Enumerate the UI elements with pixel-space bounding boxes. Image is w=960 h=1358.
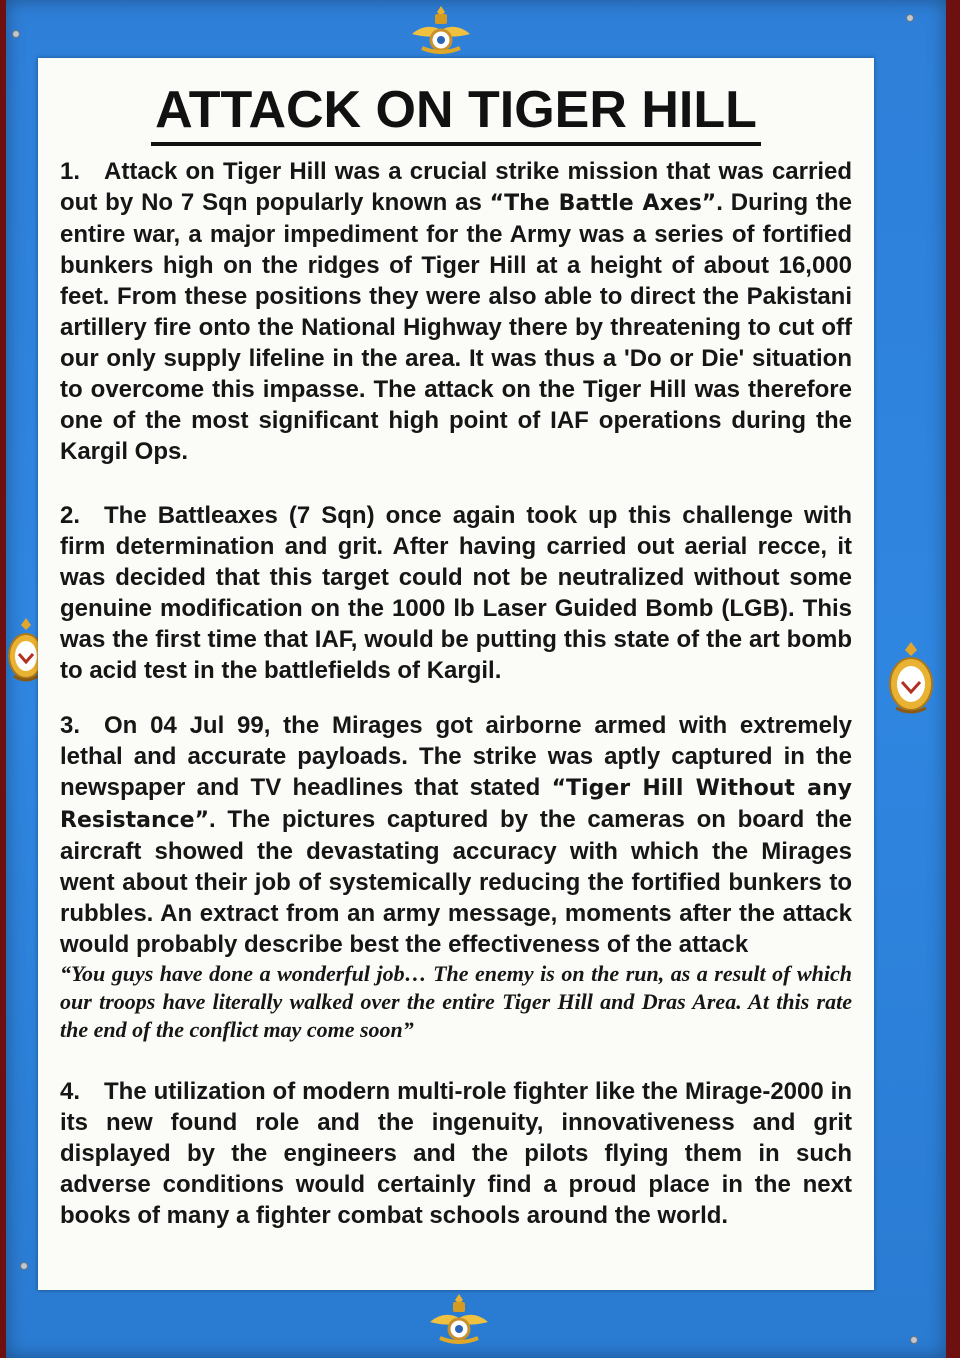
paragraph-3 bbox=[60, 710, 852, 1044]
paragraph-text: On 04 Jul 99, the Mirages got airborne armed with extremely lethal and accurate payloads. The strike was aptly captured in the newspaper and TV headlines that stated bbox=[60, 712, 852, 801]
iaf-crest-icon bbox=[408, 4, 474, 58]
screw-icon bbox=[906, 14, 914, 22]
notice-panel bbox=[38, 58, 874, 1290]
headline-quote: “Tiger Hill Without any Resistance” bbox=[60, 776, 852, 833]
squadron-name: “The Battle Axes” bbox=[489, 191, 717, 216]
paragraph-text: . The pictures captured by the cameras on board the aircraft showed the devastating accuracy with which the Mirages went about their job of systemically reducing the fortified bunkers to rubbles. An extract from an army message, moments after the attack would probably describe best the effectiveness of the attack bbox=[60, 806, 852, 958]
paragraph-number: 2. bbox=[60, 502, 81, 529]
squadron-badge-icon bbox=[886, 640, 936, 718]
paragraph-4 bbox=[60, 1076, 852, 1231]
army-message-quote: “You guys have done a wonderful job… The enemy is on the run, as a result of which our troops have literally walked over the entire Tiger Hill and Dras Area. At this rate the end of the conflict may come soon” bbox=[60, 961, 852, 1042]
paragraph-text: . During the entire war, a major impediment for the Army was a series of fortified bunkers high on the ridges of Tiger Hill at a height of about 16,000 feet. From these positions they were also able to direct the Pakistani artillery fire onto the National Highway there by threatening to cut off our only supply lifeline in the area. It was thus a 'Do or Die' situation to overcome this impasse. The attack on the Tiger Hill was therefore one of the most significant high point of IAF operations during the Kargil Ops. bbox=[60, 189, 852, 465]
screw-icon bbox=[910, 1336, 918, 1344]
screw-icon bbox=[20, 1262, 28, 1270]
paragraph-number: 4. bbox=[60, 1078, 81, 1105]
iaf-crest-icon bbox=[426, 1292, 492, 1350]
paragraph-2 bbox=[60, 500, 852, 686]
paragraph-text: The Battleaxes (7 Sqn) once again took up this challenge with firm determination and grit. After having carried out aerial recce, it was decided that this target could not be neutralized without some genuine modification on the 1000 lb Laser Guided Bomb (LGB). This was the first time that IAF, would be putting this state of the art bomb to acid test in the battlefields of Kargil. bbox=[60, 502, 852, 684]
screw-icon bbox=[12, 30, 20, 38]
paragraph-1 bbox=[60, 156, 852, 467]
paragraph-number: 1. bbox=[60, 158, 81, 185]
paragraph-text: Attack on Tiger Hill was a crucial strike mission that was carried out by No 7 Sqn popularly known as bbox=[60, 158, 852, 216]
page-title: ATTACK ON TIGER HILL bbox=[38, 80, 874, 146]
paragraph-text: The utilization of modern multi-role fighter like the Mirage-2000 in its new found role and the ingenuity, innovativeness and grit displayed by the engineers and the pilots flying them in such adverse conditions would certainly find a proud place in the next books of many a fighter combat schools around the world. bbox=[60, 1078, 852, 1229]
paragraph-number: 3. bbox=[60, 712, 81, 739]
